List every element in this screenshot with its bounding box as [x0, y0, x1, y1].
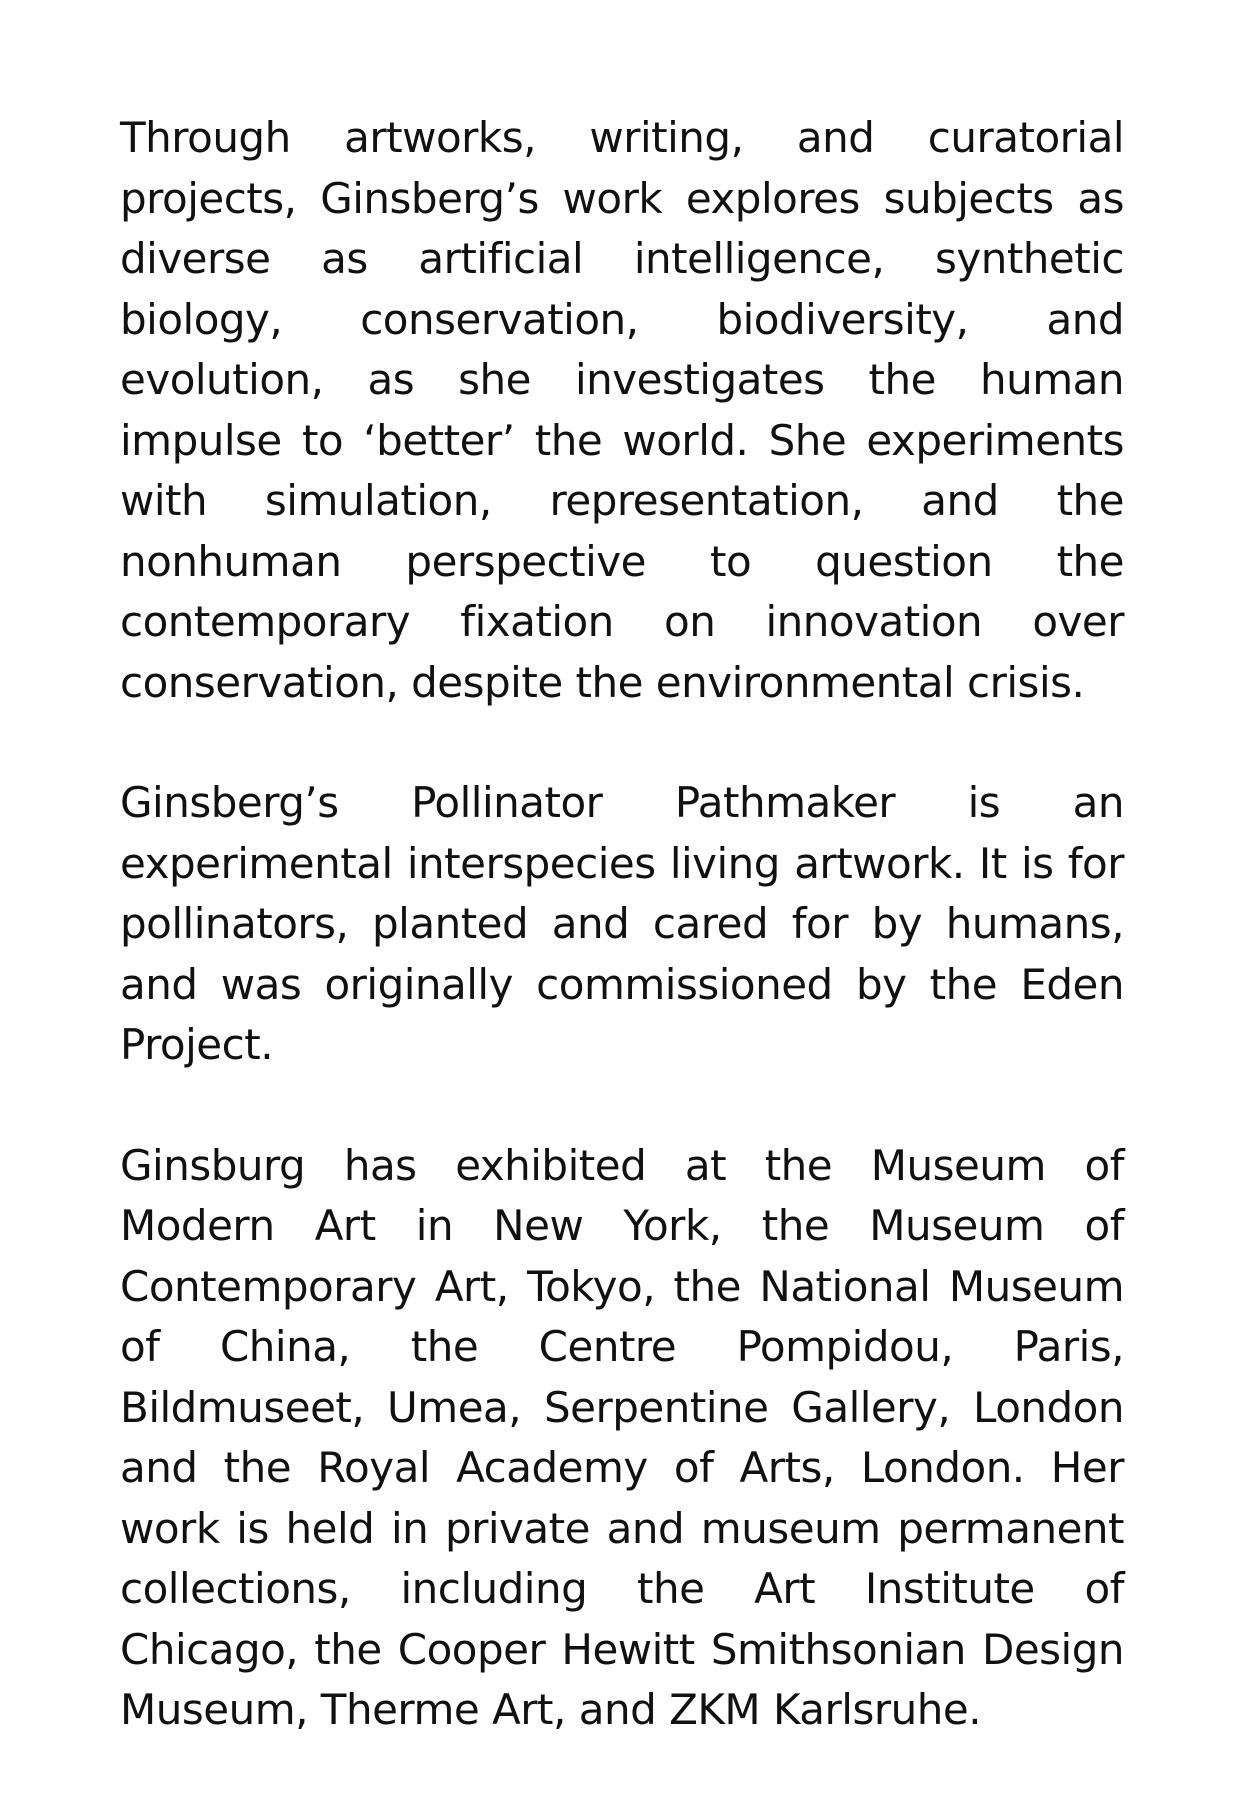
paragraph-exhibitions: Ginsburg has exhibited at the Museum of Modern Art in New York, the Museum of Contemporary Art, Tokyo, the National Museum of China, the Centre Pompidou, Paris, Bildmuseet, Umea, Serpentine Gallery, London and the Royal Academy of Arts, London. Her work is held in private and museum permanent collections, including the Art Institute of Chicago, the Cooper Hewitt Smithsonian Design Museum, Therme Art, and ZKM Karlsruhe. — [120, 1140, 1124, 1734]
body-text — [120, 108, 1124, 1801]
paragraph-pollinator-pathmaker: Ginsberg’s Pollinator Pathmaker is an experimental interspecies living artwork. It is for pollinators, planted and cared for by humans, and was originally commissioned by the Eden Project. — [120, 778, 1124, 1069]
paragraph-practice: Through artworks, writing, and curatorial projects, Ginsberg’s work explores subjects as diverse as artificial intelligence, synthetic biology, conservation, biodiversity, and evolution, as she investigates the human impulse to ‘better’ the world. She experiments with simulation, representation, and the nonhuman perspective to question the contemporary fixation on innovation over conservation, despite the environmental crisis. — [120, 113, 1124, 707]
